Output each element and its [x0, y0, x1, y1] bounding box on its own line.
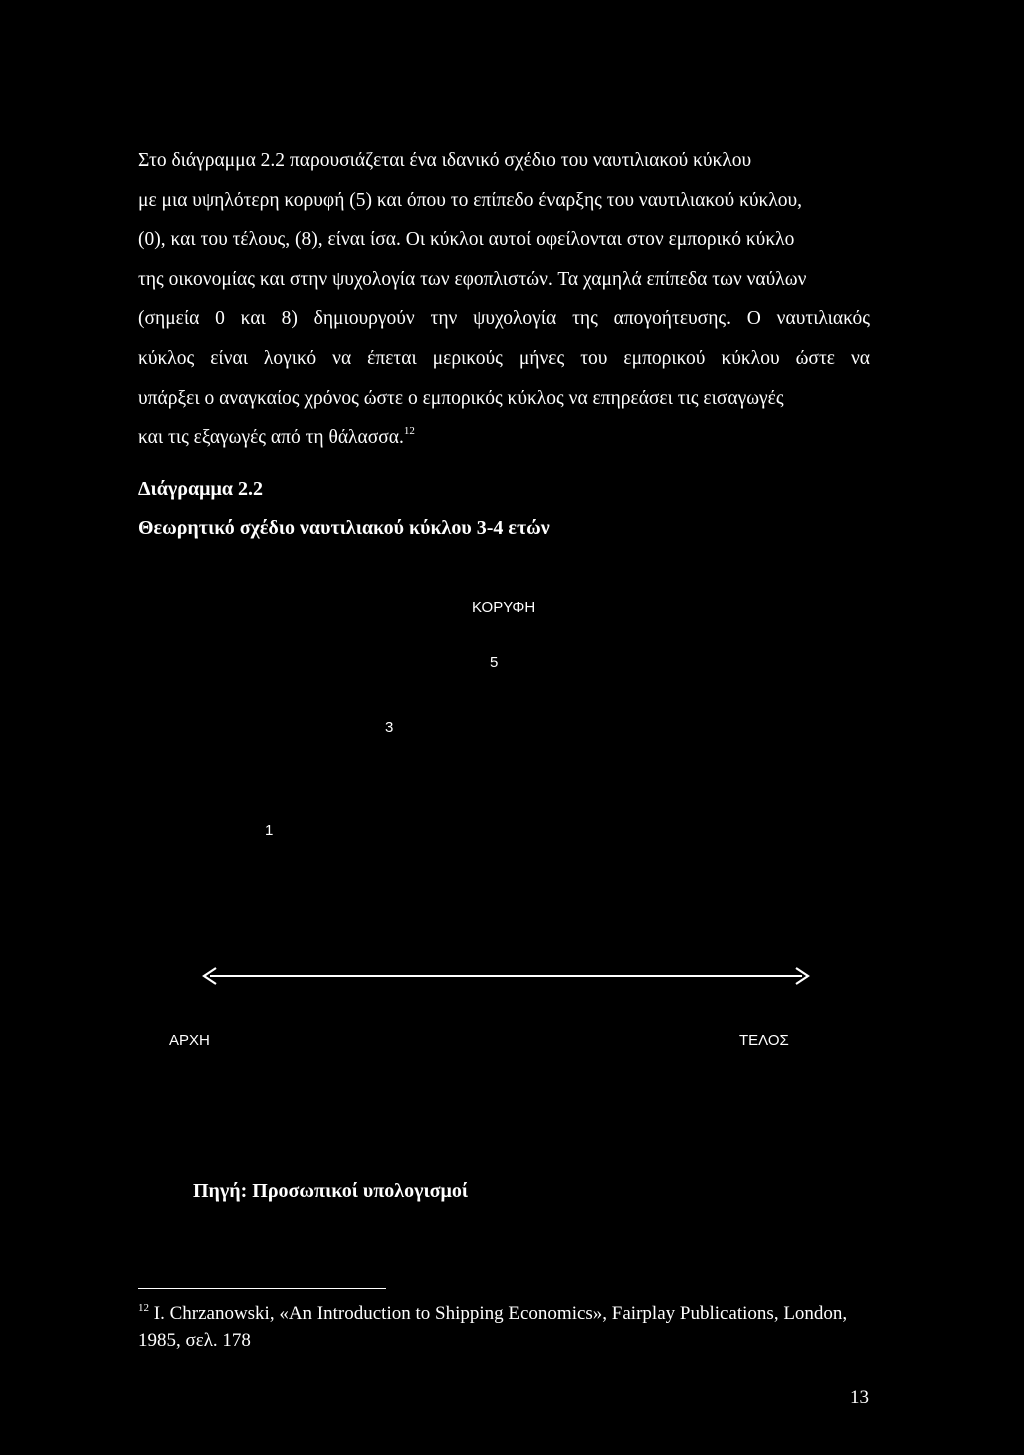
paragraph-line: της οικονομίας και στην ψυχολογία των εφοπλιστών. Τα χαμηλά επίπεδα των ναύλων — [138, 268, 807, 290]
paragraph-line: κύκλος είναι λογικό να έπεται μερικούς μήνες του εμπορικού κύκλου ώστε να — [138, 347, 870, 369]
footnote-number: 12 — [138, 1302, 149, 1314]
footnote-text: I. Chrzanowski, «An Introduction to Shipping Economics», Fairplay Publications, London, — [153, 1303, 848, 1324]
footnote-divider — [138, 1288, 386, 1289]
body-paragraph — [138, 141, 870, 458]
paragraph-line: (σημεία 0 και 8) δημιουργούν την ψυχολογία της απογοήτευσης. Ο ναυτιλιακός — [138, 308, 870, 330]
page-number: 13 — [850, 1387, 869, 1408]
figure-label: Διάγραμμα 2.2 — [138, 478, 263, 500]
paragraph-line: (0), και του τέλους, (8), είναι ίσα. Οι κύκλοι αυτοί οφείλονται στον εμπορικό κύκλο — [138, 229, 795, 251]
paragraph-line: Στο διάγραμμα 2.2 παρουσιάζεται ένα ιδανικό σχέδιο του ναυτιλιακού κύκλου — [138, 150, 752, 171]
footnote — [138, 1300, 878, 1354]
peak-label: ΚΟΡΥΦΗ — [472, 599, 536, 616]
paragraph-line-last — [138, 418, 870, 458]
point-label: 1 — [265, 822, 274, 839]
point-label: 3 — [385, 719, 394, 736]
figure-source: Πηγή: Προσωπικοί υπολογισμοί — [193, 1180, 469, 1202]
figure-title: Θεωρητικό σχέδιο ναυτιλιακού κύκλου 3-4 ετών — [138, 517, 550, 539]
footnote-reference: 12 — [403, 425, 415, 438]
footnote-line — [138, 1300, 878, 1327]
point-label: 5 — [490, 654, 499, 671]
end-label: ΤΕΛΟΣ — [739, 1032, 789, 1049]
paragraph-line: με μια υψηλότερη κορυφή (5) και όπου το επίπεδο έναρξης του ναυτιλιακού κύκλου, — [138, 189, 803, 211]
paragraph-line-text: και τις εξαγωγές από τη θάλασσα. — [138, 427, 404, 449]
footnote-line: 1985, σελ. 178 — [138, 1330, 251, 1351]
start-label: ΑΡΧΗ — [169, 1032, 210, 1049]
paragraph-line: υπάρξει ο αναγκαίος χρόνος ώστε ο εμπορικός κύκλος να επηρεάσει τις εισαγωγές — [138, 387, 784, 409]
timeline-arrow — [196, 960, 816, 992]
